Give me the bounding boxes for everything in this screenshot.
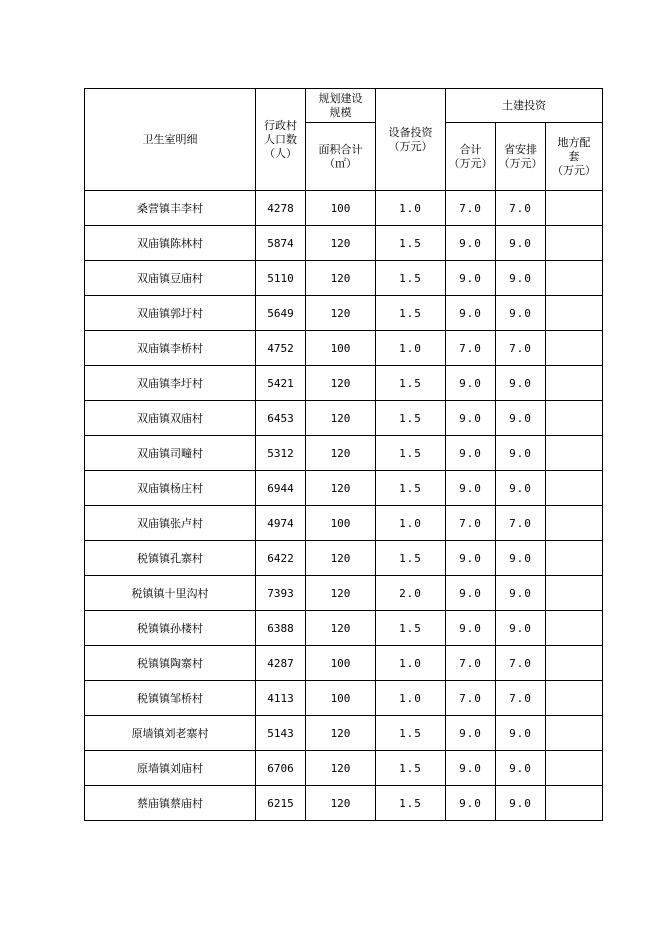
local-cell (546, 436, 603, 471)
area-cell: 120 (306, 436, 376, 471)
population-cell: 5110 (256, 261, 306, 296)
population-cell: 5421 (256, 366, 306, 401)
village-name-cell: 双庙镇李桥村 (85, 331, 256, 366)
area-cell: 120 (306, 576, 376, 611)
local-cell (546, 401, 603, 436)
equipment-cell: 2.0 (376, 576, 446, 611)
province-cell: 9.0 (496, 786, 546, 821)
village-name-cell: 桑营镇丰李村 (85, 191, 256, 226)
equipment-cell: 1.5 (376, 261, 446, 296)
header-planned-scale: 规划建设 规模 (306, 89, 376, 123)
village-name-cell: 税镇镇陶寨村 (85, 646, 256, 681)
area-cell: 100 (306, 191, 376, 226)
population-cell: 5312 (256, 436, 306, 471)
equipment-cell: 1.5 (376, 786, 446, 821)
province-cell: 7.0 (496, 331, 546, 366)
equipment-cell: 1.5 (376, 611, 446, 646)
area-cell: 100 (306, 331, 376, 366)
population-cell: 4752 (256, 331, 306, 366)
header-population: 行政村 人口数 （人） (256, 89, 306, 191)
header-local-match: 地方配 套 （万元） (546, 123, 603, 191)
table-row (85, 646, 603, 681)
header-province: 省安排 （万元） (496, 123, 546, 191)
population-cell: 6422 (256, 541, 306, 576)
village-name-cell: 税镇镇邹桥村 (85, 681, 256, 716)
province-cell: 9.0 (496, 401, 546, 436)
equipment-cell: 1.5 (376, 436, 446, 471)
table-row (85, 716, 603, 751)
total-cell: 7.0 (446, 681, 496, 716)
village-name-cell: 原墙镇刘庙村 (85, 751, 256, 786)
total-cell: 7.0 (446, 506, 496, 541)
table-row (85, 226, 603, 261)
local-cell (546, 331, 603, 366)
area-cell: 120 (306, 751, 376, 786)
population-cell: 4278 (256, 191, 306, 226)
population-cell: 7393 (256, 576, 306, 611)
total-cell: 9.0 (446, 751, 496, 786)
total-cell: 9.0 (446, 576, 496, 611)
province-cell: 9.0 (496, 541, 546, 576)
area-cell: 100 (306, 506, 376, 541)
province-cell: 9.0 (496, 261, 546, 296)
population-cell: 4974 (256, 506, 306, 541)
total-cell: 9.0 (446, 366, 496, 401)
local-cell (546, 541, 603, 576)
header-row-1 (85, 89, 603, 123)
population-cell: 6453 (256, 401, 306, 436)
area-cell: 120 (306, 611, 376, 646)
table-row (85, 541, 603, 576)
local-cell (546, 611, 603, 646)
equipment-cell: 1.5 (376, 401, 446, 436)
local-cell (546, 786, 603, 821)
province-cell: 7.0 (496, 506, 546, 541)
table-row (85, 751, 603, 786)
header-equipment-investment: 设备投资 （万元） (376, 89, 446, 191)
area-cell: 120 (306, 401, 376, 436)
equipment-cell: 1.5 (376, 471, 446, 506)
table-row (85, 611, 603, 646)
table-row (85, 471, 603, 506)
equipment-cell: 1.0 (376, 506, 446, 541)
village-name-cell: 双庙镇张卢村 (85, 506, 256, 541)
table-row (85, 366, 603, 401)
village-name-cell: 双庙镇司疃村 (85, 436, 256, 471)
population-cell: 5649 (256, 296, 306, 331)
equipment-cell: 1.0 (376, 191, 446, 226)
area-cell: 100 (306, 646, 376, 681)
area-cell: 120 (306, 471, 376, 506)
village-name-cell: 双庙镇豆庙村 (85, 261, 256, 296)
header-total: 合计 （万元） (446, 123, 496, 191)
total-cell: 9.0 (446, 436, 496, 471)
total-cell: 9.0 (446, 226, 496, 261)
population-cell: 6388 (256, 611, 306, 646)
village-name-cell: 双庙镇双庙村 (85, 401, 256, 436)
total-cell: 7.0 (446, 331, 496, 366)
local-cell (546, 576, 603, 611)
area-cell: 100 (306, 681, 376, 716)
table-row (85, 331, 603, 366)
total-cell: 9.0 (446, 541, 496, 576)
province-cell: 9.0 (496, 436, 546, 471)
village-name-cell: 双庙镇陈林村 (85, 226, 256, 261)
table-row (85, 296, 603, 331)
population-cell: 5874 (256, 226, 306, 261)
population-cell: 6215 (256, 786, 306, 821)
population-cell: 5143 (256, 716, 306, 751)
table-row (85, 436, 603, 471)
village-name-cell: 原墙镇刘老寨村 (85, 716, 256, 751)
equipment-cell: 1.5 (376, 541, 446, 576)
total-cell: 9.0 (446, 261, 496, 296)
clinic-investment-table (84, 88, 603, 821)
population-cell: 4113 (256, 681, 306, 716)
province-cell: 7.0 (496, 681, 546, 716)
table-row (85, 786, 603, 821)
province-cell: 9.0 (496, 366, 546, 401)
village-name-cell: 蔡庙镇蔡庙村 (85, 786, 256, 821)
area-cell: 120 (306, 296, 376, 331)
local-cell (546, 681, 603, 716)
total-cell: 7.0 (446, 191, 496, 226)
table-row (85, 261, 603, 296)
local-cell (546, 646, 603, 681)
province-cell: 9.0 (496, 716, 546, 751)
table-row (85, 681, 603, 716)
province-cell: 9.0 (496, 471, 546, 506)
header-area-total: 面积合计 （㎡） (306, 123, 376, 191)
local-cell (546, 751, 603, 786)
table-row (85, 506, 603, 541)
population-cell: 6944 (256, 471, 306, 506)
local-cell (546, 366, 603, 401)
equipment-cell: 1.0 (376, 331, 446, 366)
total-cell: 9.0 (446, 716, 496, 751)
local-cell (546, 296, 603, 331)
province-cell: 9.0 (496, 611, 546, 646)
table-row (85, 401, 603, 436)
province-cell: 7.0 (496, 646, 546, 681)
area-cell: 120 (306, 261, 376, 296)
village-name-cell: 税镇镇孙楼村 (85, 611, 256, 646)
local-cell (546, 506, 603, 541)
total-cell: 9.0 (446, 611, 496, 646)
village-name-cell: 双庙镇李圩村 (85, 366, 256, 401)
total-cell: 7.0 (446, 646, 496, 681)
province-cell: 9.0 (496, 296, 546, 331)
local-cell (546, 261, 603, 296)
province-cell: 7.0 (496, 191, 546, 226)
total-cell: 9.0 (446, 471, 496, 506)
province-cell: 9.0 (496, 576, 546, 611)
village-name-cell: 双庙镇杨庄村 (85, 471, 256, 506)
total-cell: 9.0 (446, 296, 496, 331)
village-name-cell: 税镇镇孔寨村 (85, 541, 256, 576)
equipment-cell: 1.5 (376, 716, 446, 751)
village-name-cell: 税镇镇十里沟村 (85, 576, 256, 611)
province-cell: 9.0 (496, 226, 546, 261)
equipment-cell: 1.0 (376, 646, 446, 681)
table-row (85, 191, 603, 226)
area-cell: 120 (306, 716, 376, 751)
header-construction-investment: 土建投资 (446, 89, 603, 123)
local-cell (546, 716, 603, 751)
equipment-cell: 1.5 (376, 226, 446, 261)
area-cell: 120 (306, 541, 376, 576)
equipment-cell: 1.5 (376, 366, 446, 401)
population-cell: 4287 (256, 646, 306, 681)
total-cell: 9.0 (446, 401, 496, 436)
equipment-cell: 1.5 (376, 296, 446, 331)
area-cell: 120 (306, 366, 376, 401)
equipment-cell: 1.5 (376, 751, 446, 786)
local-cell (546, 226, 603, 261)
total-cell: 9.0 (446, 786, 496, 821)
header-clinic-detail: 卫生室明细 (85, 89, 256, 191)
table-row (85, 576, 603, 611)
local-cell (546, 471, 603, 506)
equipment-cell: 1.0 (376, 681, 446, 716)
village-name-cell: 双庙镇郭圩村 (85, 296, 256, 331)
local-cell (546, 191, 603, 226)
province-cell: 9.0 (496, 751, 546, 786)
area-cell: 120 (306, 226, 376, 261)
population-cell: 6706 (256, 751, 306, 786)
area-cell: 120 (306, 786, 376, 821)
